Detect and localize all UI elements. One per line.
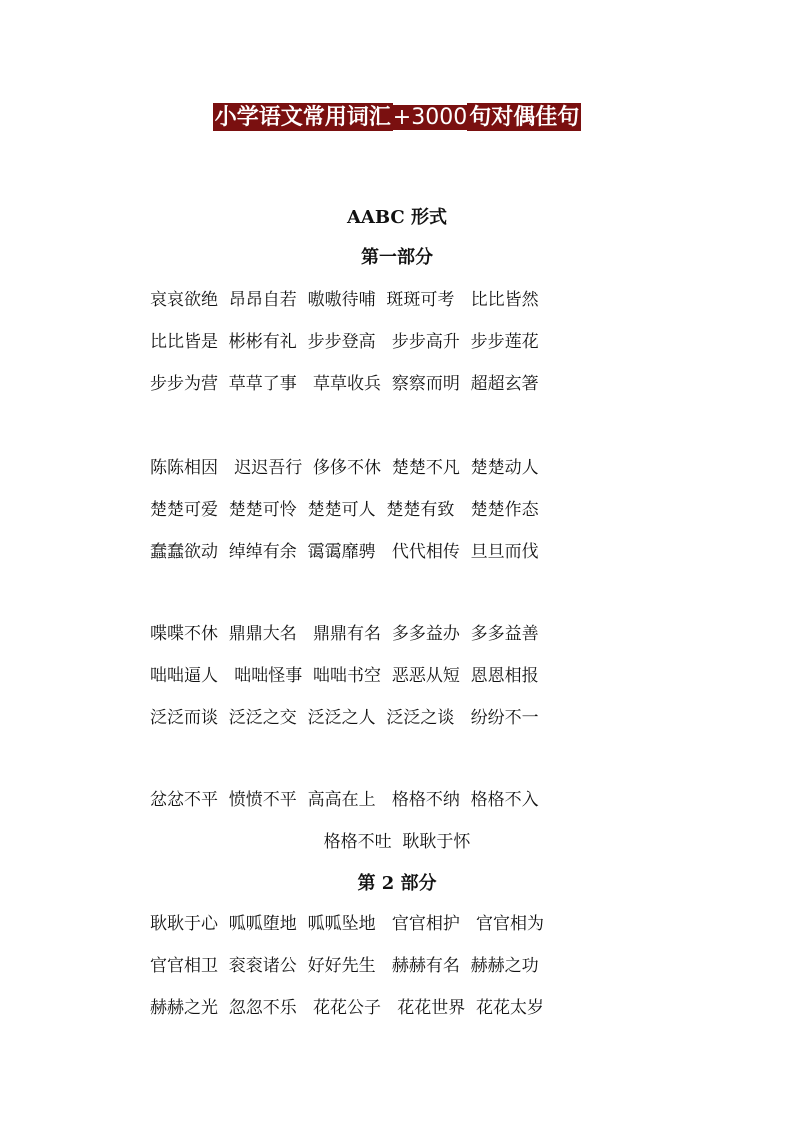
idiom-line: 官官相卫 衮衮诸公 好好先生 赫赫有名 赫赫之功	[150, 956, 539, 976]
section-1-label: 第一部分	[361, 247, 433, 268]
idiom-line: 步步为营 草草了事 草草收兵 察察而明 超超玄箸	[150, 374, 539, 394]
idiom-line: 陈陈相因 迟迟吾行 侈侈不休 楚楚不凡 楚楚动人	[150, 458, 539, 478]
document-title	[0, 101, 794, 134]
idiom-line: 楚楚可爱 楚楚可怜 楚楚可人 楚楚有致 楚楚作态	[150, 500, 539, 520]
idiom-line: 喋喋不休 鼎鼎大名 鼎鼎有名 多多益办 多多益善	[150, 624, 539, 644]
idiom-line: 忿忿不平 愤愤不平 高高在上 格格不纳 格格不入	[150, 790, 539, 810]
idiom-line: 耿耿于心 呱呱堕地 呱呱坠地 官官相护 官官相为	[150, 914, 545, 934]
idiom-line: 赫赫之光 忽忽不乐 花花公子 花花世界 花花太岁	[150, 998, 545, 1018]
title-part-1: 小学语文常用词汇	[214, 104, 391, 130]
idiom-line: 泛泛而谈 泛泛之交 泛泛之人 泛泛之谈 纷纷不一	[150, 708, 539, 728]
idiom-line: 蠢蠢欲动 绰绰有余 霭霭靡骋 代代相传 旦旦而伐	[150, 542, 539, 562]
title-part-3: 句对偶佳句	[469, 104, 580, 130]
form-heading: AABC 形式	[346, 207, 448, 228]
idiom-line-centered: 格格不吐 耿耿于怀	[323, 832, 471, 852]
idiom-line: 哀哀欲绝 昂昂自若 嗷嗷待哺 斑斑可考 比比皆然	[150, 290, 539, 310]
section-2-label: 第 2 部分	[357, 873, 437, 894]
idiom-line: 咄咄逼人 咄咄怪事 咄咄书空 恶恶从短 恩恩相报	[150, 666, 539, 686]
title-part-2: +3000	[392, 105, 468, 130]
idiom-line: 比比皆是 彬彬有礼 步步登高 步步高升 步步莲花	[150, 332, 539, 352]
